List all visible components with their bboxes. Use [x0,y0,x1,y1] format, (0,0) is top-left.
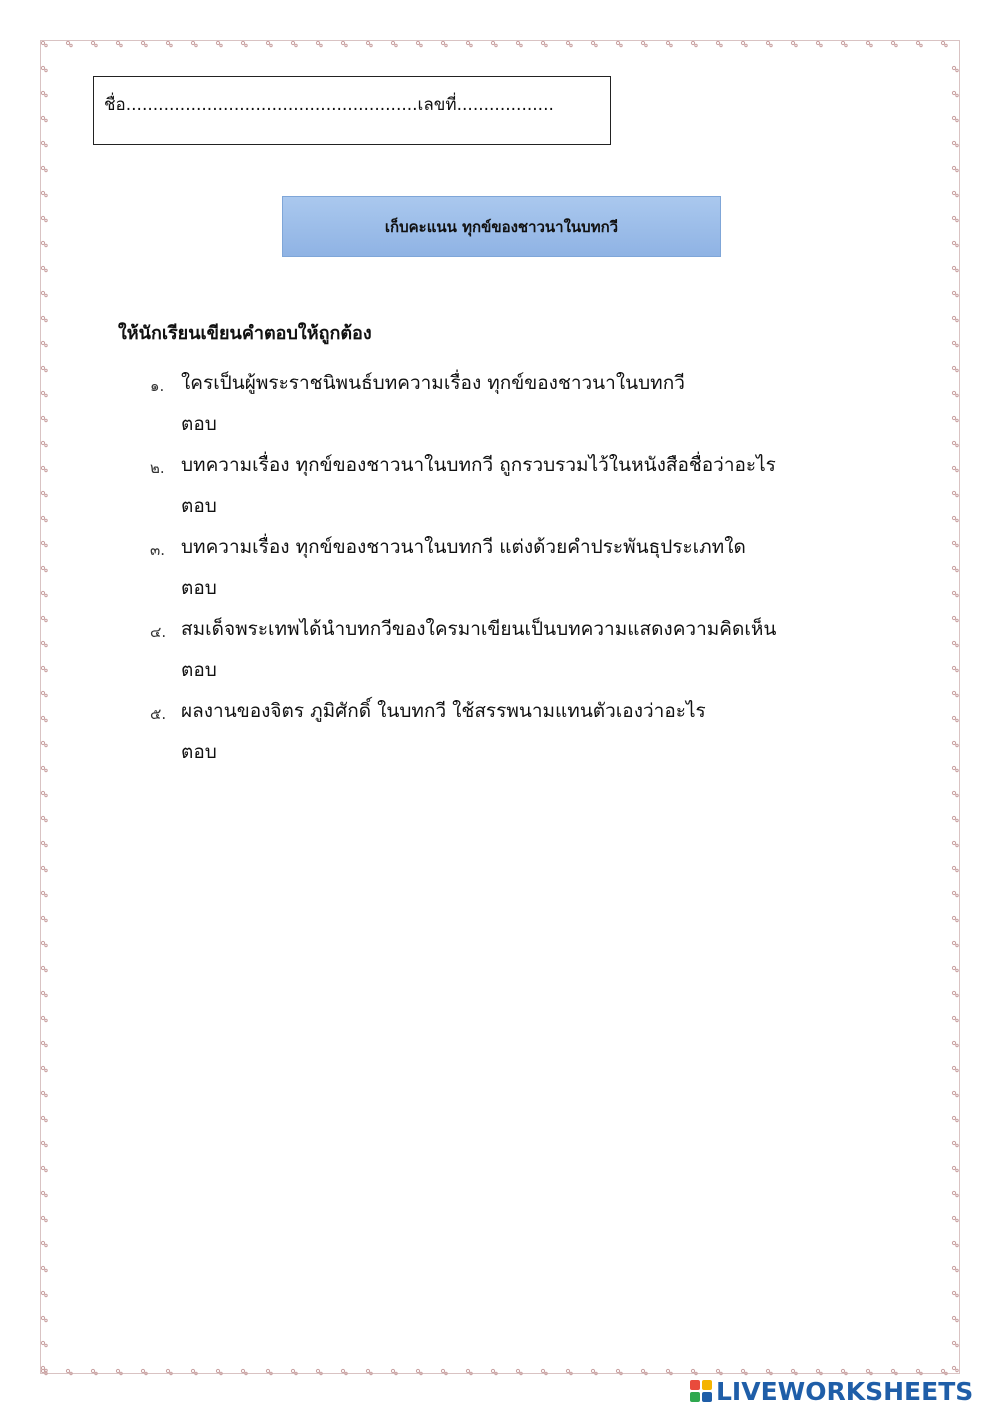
question-text: ใครเป็นผู้พระราชนิพนธ์บทความเรื่อง ทุกข์ของชาวนาในบทกวี [181,372,685,394]
question-item-5 [150,696,870,778]
question-list [150,368,870,778]
question-item-3 [150,532,870,614]
page-title: เก็บคะแนน ทุกข์ของชาวนาในบทกวี [384,217,619,236]
question-item-2 [150,450,870,532]
name-box [93,76,611,145]
question-item-4 [150,614,870,696]
brand-name: LIVEWORKSHEETS [716,1376,974,1406]
question-number: ๕. [150,705,167,723]
answer-label: ตอบ [181,741,217,763]
name-number-line: ชื่อ......................................................เลขที่.................. [104,95,554,115]
liveworksheets-logo-icon [690,1380,712,1402]
answer-label: ตอบ [181,413,217,435]
question-number: ๔. [150,623,167,641]
question-text: บทความเรื่อง ทุกข์ของชาวนาในบทกวี แต่งด้วยคำประพันธุประเภทใด [181,536,746,558]
answer-label: ตอบ [181,495,217,517]
question-number: ๓. [150,541,166,559]
question-item-1 [150,368,870,450]
instruction-text: ให้นักเรียนเขียนคำตอบให้ถูกต้อง [118,323,372,344]
answer-label: ตอบ [181,659,217,681]
liveworksheets-brand[interactable] [690,1376,973,1406]
question-number: ๑. [150,377,165,395]
question-text: ผลงานของจิตร ภูมิศักดิ์ ในบทกวี ใช้สรรพนามแทนตัวเองว่าอะไร [181,700,706,722]
question-text: บทความเรื่อง ทุกข์ของชาวนาในบทกวี ถูกรวบรวมไว้ในหนังสือชื่อว่าอะไร [181,454,776,476]
question-text: สมเด็จพระเทพได้นำบทกวีของใครมาเขียนเป็นบทความแสดงความคิดเห็น [181,618,777,640]
question-number: ๒. [150,459,165,477]
title-banner [282,196,721,257]
answer-label: ตอบ [181,577,217,599]
